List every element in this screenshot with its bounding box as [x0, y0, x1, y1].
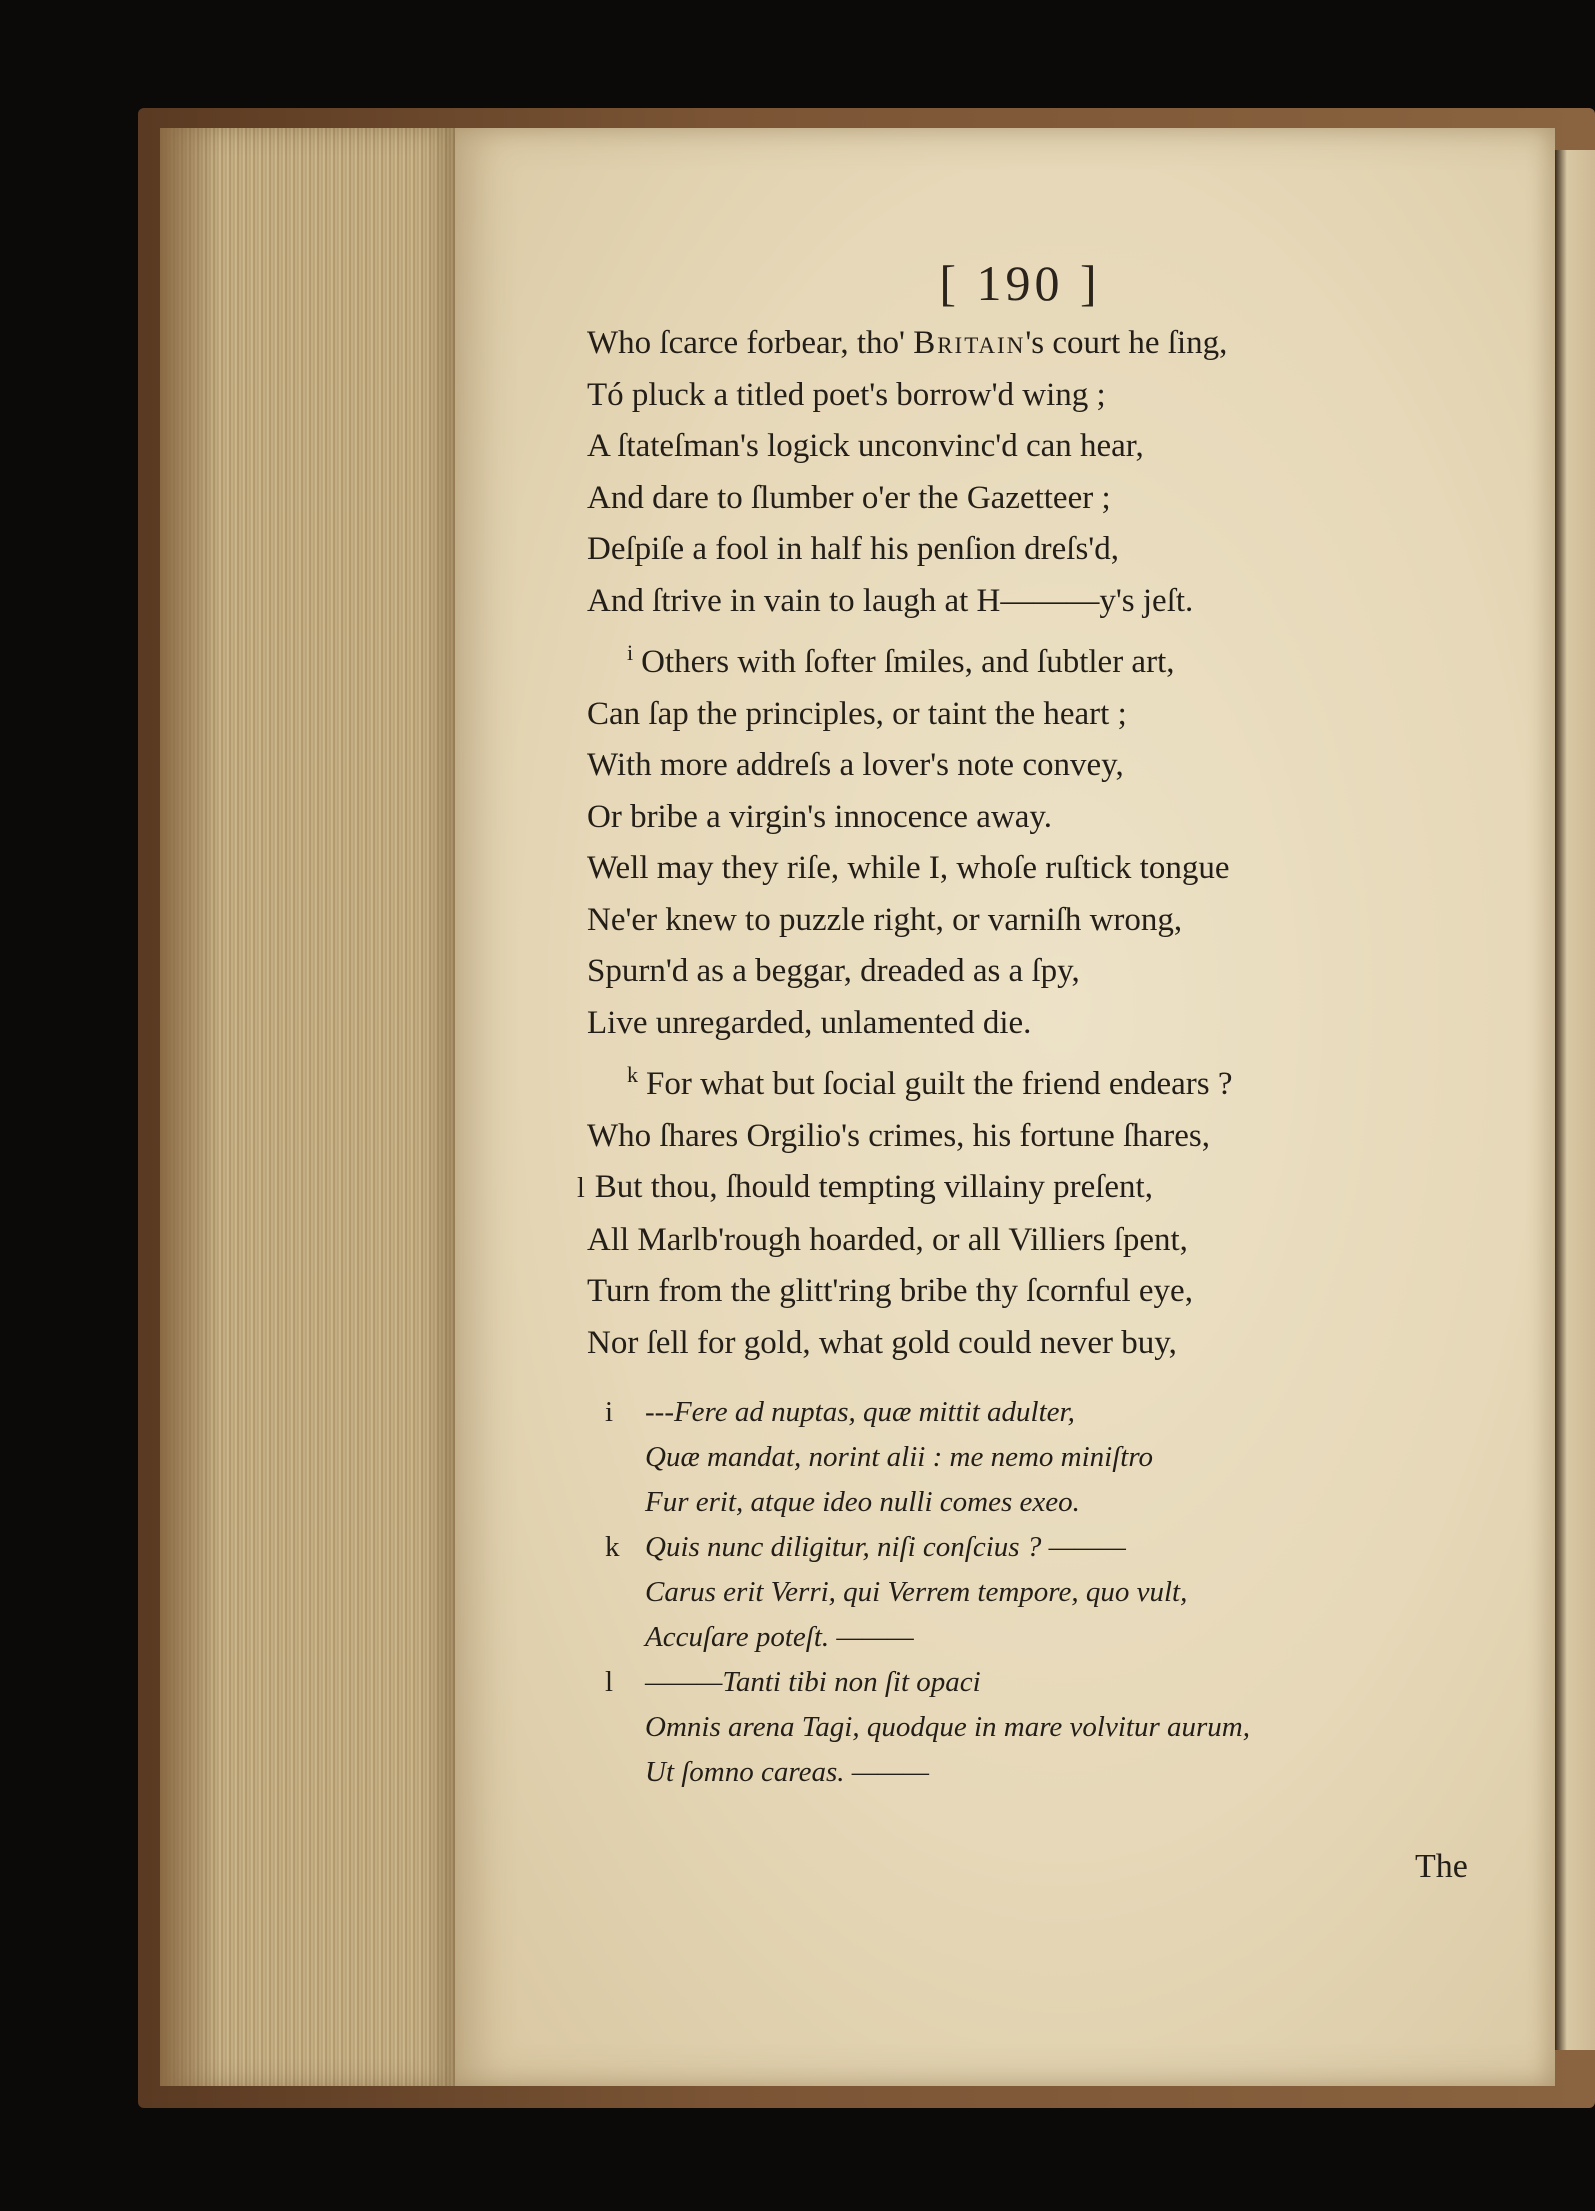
page-edges-shadow: [160, 128, 220, 2086]
verse-line: Well may they riſe, while I, whoſe ruſtick tongue: [587, 850, 1230, 886]
footnote-line: Quæ mandat, norint alii : me nemo miniſtro: [645, 1441, 1154, 1473]
verse-line: Can ſap the principles, or taint the heart ;: [587, 695, 1127, 732]
verse-line: A ſtateſman's logick unconvinc'd can hear,: [587, 428, 1144, 464]
footnotes: [605, 1390, 1505, 1795]
verse-line: $^k$ For what but ſocial guilt the friend endears ?: [627, 1062, 1233, 1102]
verse-line: Who ſhares Orgilio's crimes, his fortune ſhares,: [587, 1117, 1211, 1154]
footnote-mark-l: l: [577, 1173, 585, 1204]
verse-line: Who ſcarce forbear, tho' Britain's court he ſing,: [587, 325, 1228, 361]
verse-line: Tó pluck a titled poet's borrow'd wing ;: [587, 376, 1106, 413]
verse-line: All Marlb'rough hoarded, or all Villiers ſpent,: [587, 1221, 1188, 1258]
verse-line: Turn from the glitt'ring bribe thy ſcornful eye,: [587, 1273, 1193, 1309]
footnote-line: Ut ſomno careas. ———: [645, 1756, 930, 1788]
verse-line: Ne'er knew to puzzle right, or varniſh wrong,: [587, 901, 1183, 938]
verse-line: Or bribe a virgin's innocence away.: [587, 798, 1053, 835]
footnote-line: k Quis nunc diligitur, niſi conſcius ? ———: [605, 1531, 1126, 1563]
catchword: The: [1415, 1848, 1468, 1885]
verse-line: Deſpiſe a fool in half his penſion dreſs'd,: [587, 531, 1119, 567]
verse-line: With more addreſs a lover's note convey,: [587, 747, 1124, 783]
footnote-line: Fur erit, atque ideo nulli comes exeo.: [645, 1486, 1080, 1518]
page-number: [ 190 ]: [939, 255, 1101, 311]
footnote-line: Accuſare poteſt. ———: [645, 1621, 914, 1653]
verse-line: Spurn'd as a beggar, dreaded as a ſpy,: [587, 953, 1080, 989]
footnote-line: l ———Tanti tibi non ſit opaci: [605, 1666, 981, 1698]
footnote-line: i ---Fere ad nuptas, quæ mittit adulter,: [605, 1396, 1075, 1428]
britain-smallcaps: Britain: [913, 325, 1026, 361]
verse-line: $^i$ Others with ſofter ſmiles, and ſubtler art,: [627, 640, 1175, 680]
verse-line: And ſtrive in vain to laugh at H———y's jeſt.: [587, 582, 1194, 619]
facing-page-edge: [1555, 150, 1595, 2050]
verse-line: l But thou, ſhould tempting villainy preſent,: [577, 1169, 1153, 1205]
footnote-mark-i: i: [627, 640, 634, 665]
verse-block: [577, 318, 1487, 1369]
verse-line: Live unregarded, unlamented die.: [587, 1004, 1032, 1041]
verse-line: And dare to ſlumber o'er the Gazetteer ;: [587, 479, 1111, 516]
footnote-mark-k: k: [627, 1062, 638, 1087]
book-page: [455, 128, 1555, 2086]
verse-line: Nor ſell for gold, what gold could never buy,: [587, 1324, 1177, 1361]
footnote-line: Carus erit Verri, qui Verrem tempore, quo vult,: [645, 1576, 1188, 1608]
footnote-line: Omnis arena Tagi, quodque in mare volvitur aurum,: [645, 1711, 1250, 1743]
